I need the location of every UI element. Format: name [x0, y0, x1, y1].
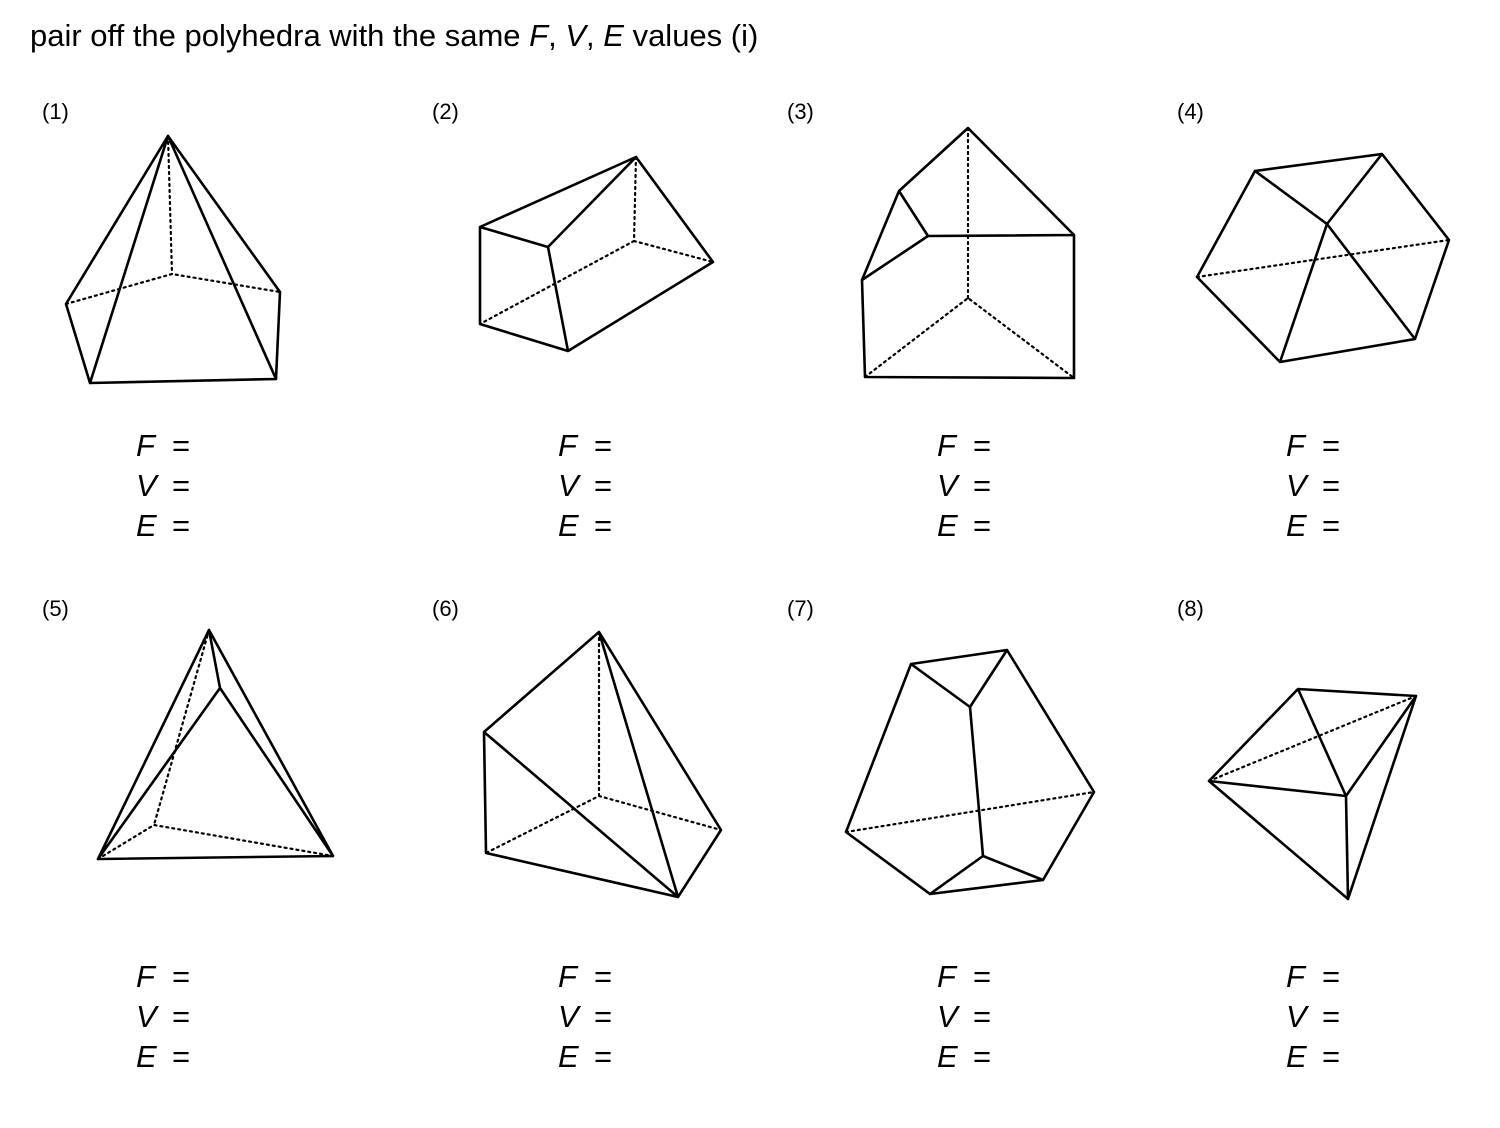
f-symbol: F [937, 959, 956, 994]
e-equals: = [1322, 508, 1341, 543]
f-row [937, 426, 1001, 466]
f-row [937, 957, 1001, 997]
e-equals: = [973, 508, 992, 543]
e-symbol: E [558, 508, 579, 543]
polyhedron-8-label: (8) [1177, 596, 1204, 621]
polyhedron-1-drawing [66, 136, 280, 383]
v-equals: = [594, 999, 613, 1034]
title-sep2: , [586, 18, 604, 53]
f-symbol: F [558, 959, 577, 994]
f-equals: = [1322, 428, 1341, 463]
v-equals: = [973, 468, 992, 503]
e-equals: = [1322, 1039, 1341, 1074]
e-symbol: E [937, 508, 958, 543]
e-symbol: E [1286, 1039, 1307, 1074]
e-equals: = [172, 508, 191, 543]
e-row [937, 1037, 1001, 1077]
f-equals: = [973, 959, 992, 994]
title-e: E [603, 18, 624, 53]
f-row [558, 957, 622, 997]
v-row [937, 997, 1001, 1037]
f-row [1286, 426, 1350, 466]
f-symbol: F [1286, 959, 1305, 994]
title-v: V [565, 18, 587, 53]
v-equals: = [172, 999, 191, 1034]
polyhedron-4-drawing [1197, 154, 1449, 362]
f-equals: = [172, 428, 191, 463]
v-symbol: V [937, 999, 958, 1034]
polyhedron-5-drawing [98, 630, 333, 859]
polyhedron-4-label: (4) [1177, 99, 1204, 124]
polyhedron-5-label: (5) [42, 596, 69, 621]
polyhedron-4-fve [1286, 426, 1350, 546]
f-equals: = [594, 428, 613, 463]
v-symbol: V [937, 468, 958, 503]
v-equals: = [1322, 999, 1341, 1034]
f-symbol: F [558, 428, 577, 463]
title-sep1: , [548, 18, 566, 53]
v-row [136, 466, 200, 506]
e-row [136, 1037, 200, 1077]
f-row [136, 957, 200, 997]
v-symbol: V [136, 468, 157, 503]
v-symbol: V [558, 468, 579, 503]
v-row [136, 997, 200, 1037]
v-row [558, 997, 622, 1037]
f-symbol: F [937, 428, 956, 463]
f-row [558, 426, 622, 466]
f-equals: = [973, 428, 992, 463]
v-equals: = [172, 468, 191, 503]
polyhedron-1-fve [136, 426, 200, 546]
v-row [1286, 466, 1350, 506]
v-row [937, 466, 1001, 506]
v-row [558, 466, 622, 506]
polyhedron-7-fve [937, 957, 1001, 1077]
v-symbol: V [558, 999, 579, 1034]
e-equals: = [973, 1039, 992, 1074]
title-suffix: values (i) [623, 18, 759, 53]
f-row [136, 426, 200, 466]
e-row [136, 506, 200, 546]
e-row [937, 506, 1001, 546]
polyhedron-8-fve [1286, 957, 1350, 1077]
polyhedron-8-drawing [1209, 689, 1416, 899]
e-row [558, 506, 622, 546]
e-symbol: E [937, 1039, 958, 1074]
polyhedron-5-fve [136, 957, 200, 1077]
v-symbol: V [1286, 468, 1307, 503]
e-row [1286, 506, 1350, 546]
f-symbol: F [136, 959, 155, 994]
e-symbol: E [136, 508, 157, 543]
f-row [1286, 957, 1350, 997]
polyhedron-2-drawing [480, 157, 713, 351]
f-equals: = [172, 959, 191, 994]
e-symbol: E [136, 1039, 157, 1074]
e-equals: = [594, 508, 613, 543]
v-row [1286, 997, 1350, 1037]
e-row [558, 1037, 622, 1077]
v-symbol: V [136, 999, 157, 1034]
polyhedron-3-drawing [862, 128, 1074, 378]
polyhedron-7-drawing [846, 650, 1094, 894]
polyhedron-6-drawing [484, 632, 721, 897]
v-equals: = [594, 468, 613, 503]
polyhedron-2-label: (2) [432, 99, 459, 124]
e-symbol: E [558, 1039, 579, 1074]
f-symbol: F [1286, 428, 1305, 463]
v-equals: = [1322, 468, 1341, 503]
e-equals: = [172, 1039, 191, 1074]
f-symbol: F [136, 428, 155, 463]
f-equals: = [594, 959, 613, 994]
e-row [1286, 1037, 1350, 1077]
v-symbol: V [1286, 999, 1307, 1034]
e-equals: = [594, 1039, 613, 1074]
f-equals: = [1322, 959, 1341, 994]
polyhedron-6-fve [558, 957, 622, 1077]
polyhedron-7-label: (7) [787, 596, 814, 621]
polyhedron-2-fve [558, 426, 622, 546]
polyhedron-6-label: (6) [432, 596, 459, 621]
polyhedron-3-label: (3) [787, 99, 814, 124]
e-symbol: E [1286, 508, 1307, 543]
v-equals: = [973, 999, 992, 1034]
polyhedron-1-label: (1) [42, 99, 69, 124]
title-f: F [529, 18, 549, 53]
title-text: pair off the polyhedra with the same [30, 18, 530, 53]
polyhedron-3-fve [937, 426, 1001, 546]
